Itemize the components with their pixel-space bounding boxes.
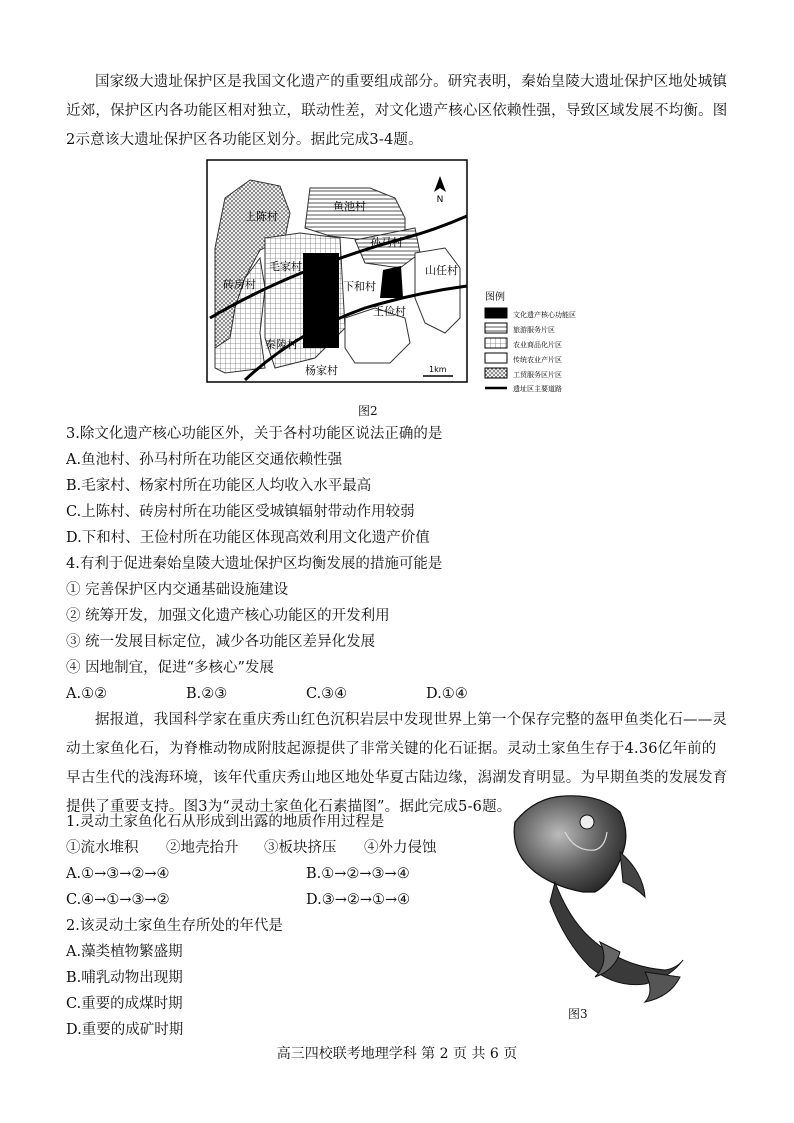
question-5-item-2: ②地壳抬升 — [166, 840, 239, 856]
village-label-shanren: 山任村 — [425, 264, 458, 277]
question-4-item-3: ③ 统一发展目标定位，减少各功能区差异化发展 — [66, 634, 376, 650]
legend-label-industrial: 工贸服务区片区 — [513, 371, 562, 379]
question-3-stem: 3.除文化遗产核心功能区外，关于各村功能区说法正确的是 — [66, 426, 443, 442]
village-label-yuchi: 鱼池村 — [333, 200, 366, 213]
fossil-orbit — [580, 815, 594, 829]
question-4-option-c: C.③④ — [306, 686, 348, 702]
village-label-sunma: 孙马村 — [370, 236, 403, 249]
legend-swatch-tourism — [485, 323, 507, 333]
question-5-stem: 1.灵动土家鱼化石从形成到出露的地质作用过程是 — [66, 814, 385, 830]
question-6-option-b: B.哺乳动物出现期 — [66, 970, 183, 986]
village-label-wangjian: 王俭村 — [373, 305, 406, 318]
fossil-head-shield — [514, 796, 626, 892]
question-5-option-b: B.①→②→③→④ — [306, 866, 410, 882]
fossil-cornual-process — [620, 852, 645, 897]
north-label: N — [436, 195, 444, 205]
question-5-option-d: D.③→②→①→④ — [306, 892, 411, 908]
village-label-maojia: 毛家村 — [269, 260, 302, 273]
question-5-option-c: C.④→①→③→② — [66, 892, 170, 908]
question-3-option-c: C.上陈村、砖房村所在功能区受城镇辐射带动作用较弱 — [66, 504, 415, 520]
passage-heritage: 国家级大遗址保护区是我国文化遗产的重要组成部分。研究表明，秦始皇陵大遗址保护区地处城镇近郊，保护区内各功能区相对独立，联动性差，对文化遗产核心区依赖性强，导致区域发展不均衡。图2示意该大遗址保护区各功能区划分。据此完成3-4题。 — [66, 74, 728, 148]
question-6-stem: 2.该灵动土家鱼生存所处的年代是 — [66, 918, 283, 934]
question-4-item-4: ④ 因地制宜，促进“多核心”发展 — [66, 660, 274, 676]
page-footer: 高三四校联考地理学科 第 2 页 共 6 页 — [276, 1046, 518, 1062]
question-6-option-c: C.重要的成煤时期 — [66, 996, 183, 1012]
legend-swatch-agri-commercial — [485, 338, 507, 348]
core-heritage-zone-east — [380, 266, 403, 298]
village-label-xiahe: 下和村 — [343, 280, 376, 293]
zone-tourism-yuchi — [305, 188, 405, 240]
question-5-item-4: ④外力侵蚀 — [364, 840, 437, 856]
question-4-option-d: D.①④ — [426, 686, 468, 702]
question-4-item-2: ② 统筹开发，加强文化遗产核心功能区的开发利用 — [66, 608, 390, 624]
legend-swatch-traditional — [485, 353, 507, 363]
legend-label-agri-commercial: 农业商品化片区 — [513, 341, 562, 349]
village-label-yangjia: 杨家村 — [305, 364, 338, 377]
question-5-item-3: ③板块挤压 — [264, 840, 337, 856]
figure2-map — [205, 158, 605, 398]
passage-fossil: 据报道，我国科学家在重庆秀山红色沉积岩层中发现世界上第一个保存完整的盔甲鱼类化石——灵动土家鱼化石，为脊椎动物成附肢起源提供了非常关键的化石证据。灵动土家鱼生存于4.36亿年前的早古生代的浅海环境，该年代重庆秀山地区地处华夏古陆边缘，潟湖发育明显。为早期鱼类的发展发育提供了重要支持。图3为“灵动土家鱼化石素描图”。据此完成5-6题。 — [66, 712, 728, 815]
village-label-zhuanfang: 砖房村 — [223, 278, 256, 291]
legend-label-traditional: 传统农业产片区 — [513, 356, 562, 364]
question-6-option-d: D.重要的成矿时期 — [66, 1022, 184, 1038]
legend-swatch-industrial — [485, 368, 507, 378]
fossil-tail-fin — [645, 972, 680, 1002]
question-5-option-a: A.①→③→②→④ — [66, 866, 170, 882]
figure2-caption: 图2 — [358, 404, 378, 418]
scale-label: 1km — [429, 365, 447, 374]
question-5-item-1: ①流水堆积 — [66, 840, 139, 856]
question-4-item-1: ① 完善保护区内交通基础设施建设 — [66, 582, 289, 598]
question-4-option-a: A.①② — [66, 686, 108, 702]
legend — [485, 308, 576, 393]
question-3-option-b: B.毛家村、杨家村所在功能区人均收入水平最高 — [66, 478, 372, 494]
question-4-stem: 4.有利于促进秦始皇陵大遗址保护区均衡发展的措施可能是 — [66, 556, 443, 572]
figure3-caption: 图3 — [568, 1007, 588, 1021]
question-4-option-b: B.②③ — [186, 686, 228, 702]
question-3-option-a: A.鱼池村、孙马村所在功能区交通依赖性强 — [66, 452, 343, 468]
figure3-fossil-sketch — [495, 792, 685, 1004]
village-label-qinling: 秦陵村 — [265, 338, 298, 351]
legend-swatch-core — [485, 308, 507, 318]
fossil-body-trunk — [550, 882, 683, 985]
question-6-option-a: A.藻类植物繁盛期 — [66, 944, 183, 960]
legend-label-road: 遗址区主要道路 — [513, 385, 562, 393]
legend-label-core: 文化遗产核心功能区 — [513, 311, 576, 319]
legend-title: 图例 — [485, 292, 505, 303]
village-label-shangchen: 上陈村 — [245, 210, 278, 223]
question-3-option-d: D.下和村、王俭村所在功能区体现高效利用文化遗产价值 — [66, 530, 430, 546]
legend-label-tourism: 旅游服务片区 — [513, 326, 555, 334]
